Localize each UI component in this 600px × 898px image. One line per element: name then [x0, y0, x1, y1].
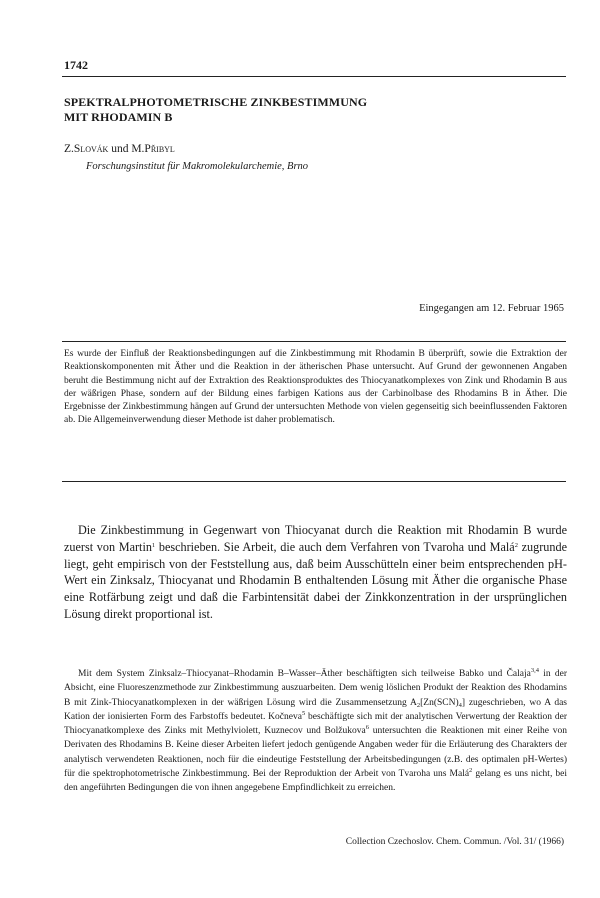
title-line-1: SPEKTRALPHOTOMETRISCHE ZINKBESTIMMUNG	[64, 95, 368, 109]
paragraph-2-text-a: Mit dem System Zinksalz–Thiocyanat–Rhodamin B–Wasser–Äther beschäftigten sich teilweise Babko und Čalaja	[78, 669, 531, 679]
author-2-surname: Přibyl	[144, 143, 175, 155]
author-1-surname: Slovák	[73, 143, 109, 155]
paragraph-2-text-e: beschäftigte sich mit der analytischen Verwertung der Reaktion der Thiocyanatkomplexe des Zinks mit Methylviolett, Kuznecov und Bolžukova	[64, 711, 567, 737]
paragraph-2-text-d: ] zugeschrieben, wo A das Kation der ionisierten Form des Farbstoffs bedeutet. Kočneva	[64, 697, 567, 722]
journal-footer: Collection Czechoslov. Chem. Commun. /Vol. 31/ (1966)	[345, 837, 564, 847]
abstract: Es wurde der Einfluß der Reaktionsbedingungen auf die Zinkbestimmung mit Rhodamin B überprüft, sowie die Extraktion der Reaktionskomponenten mit Äther und die Reaktion in der ätherischen Phase untersucht. Auf Grund der gewonnenen Angaben beruht die Bestimmung nicht auf der Extraktion des Reaktionsproduktes des Thiocyanatkomplexes von Zink und Rhodamin B aus der wäßrigen Phase, sondern auf der Bildung eines farbigen Kations aus der Carbinolbase des Rhodamins B in Äther. Die Ergebnisse der Zinkbestimmung hängen auf Grund der untersuchten Methode von vielen gegenseitig sich beeinflussenden Faktoren ab. Die Allgemeinverwendung dieser Methode ist daher problematisch.	[64, 349, 567, 426]
reference-6: 6	[365, 724, 369, 732]
reference-1: 1	[151, 541, 156, 549]
paragraph-2-text-f: untersuchten die Reaktionen mit einer Reihe von Derivaten des Rhodamins B. Keine dieser Arbeiten liefert jedoch genügende Angaben weder für die Erläuterung des Charakters der analytisch verwendeten Reaktionen, noch für die eindeutige Feststellung der Arbeitsbedingungen (z.B. des optimalen pH-Wertes) für die spektrophotometrische Zinkbestimmung. Bei der Reproduktion der Arbeit von Tvaroha uns Malá	[64, 726, 567, 780]
paragraph-2-text-g: gelang es uns nicht, bei den angeführten Bedingungen die von ihnen angegebene Empfindlichkeit zu erreichen.	[64, 769, 567, 794]
reference-2: 2	[514, 541, 518, 549]
formula-subscript-2: 4	[458, 701, 462, 709]
received-date: Eingegangen am 12. Februar 1965	[419, 303, 564, 314]
header-rule	[62, 76, 566, 77]
reference-3-4: 3,4	[530, 667, 539, 674]
page-number: 1742	[64, 58, 88, 72]
paragraph-1-text-c: zugrunde liegt, geht empirisch von der Feststellung aus, daß beim Ausschütteln einer beim entsprechenden pH-Wert ein Zinksalz, Thiocyanat und Rhodamin B enthaltenden Lösung mit Äther die organische Phase eine Rotfärbung zeigt und daß die Farbintensität dabei der Zinkkonzentration in der ursprünglichen Lösung direkt proportional ist.	[64, 539, 567, 621]
paragraph-2-text-c: [Zn(SCN)	[420, 697, 459, 708]
paragraph-1-text-a: Die Zinkbestimmung in Gegenwart von Thiocyanat durch die Reaktion mit Rhodamin B wurde zuerst von Martin	[64, 523, 567, 554]
paragraph-2	[64, 667, 567, 796]
paragraph-2-text-b: in der Absicht, eine Fluoreszenzmethode zur Zinkbestimmung auszuarbeiten. Dem wenig löslichen Produkt der Reaktion des Rhodamins B mit Zink-Thiocyanatkomplexen in der wäßrigen Lösung wird die Zusammensetzung A	[64, 669, 567, 708]
abstract-top-rule	[62, 341, 566, 342]
author-1-initial: Z.	[64, 143, 74, 155]
author-connector: und	[108, 143, 132, 155]
article-title	[64, 95, 534, 125]
title-line-2: MIT RHODAMIN B	[64, 110, 173, 124]
paragraph-1-text-b: beschrieben. Sie Arbeit, die auch dem Verfahren von Tvaroha und Malá	[155, 539, 515, 554]
author-2-initial: M.	[131, 143, 145, 155]
reference-5: 5	[301, 709, 306, 717]
abstract-bottom-rule	[62, 481, 566, 482]
affiliation: Forschungsinstitut für Makromolekularchemie, Brno	[86, 161, 309, 172]
authors	[64, 143, 175, 155]
paragraph-1	[64, 522, 567, 623]
reference-2b: 2	[469, 767, 473, 775]
formula-subscript-1: 2	[416, 701, 421, 709]
